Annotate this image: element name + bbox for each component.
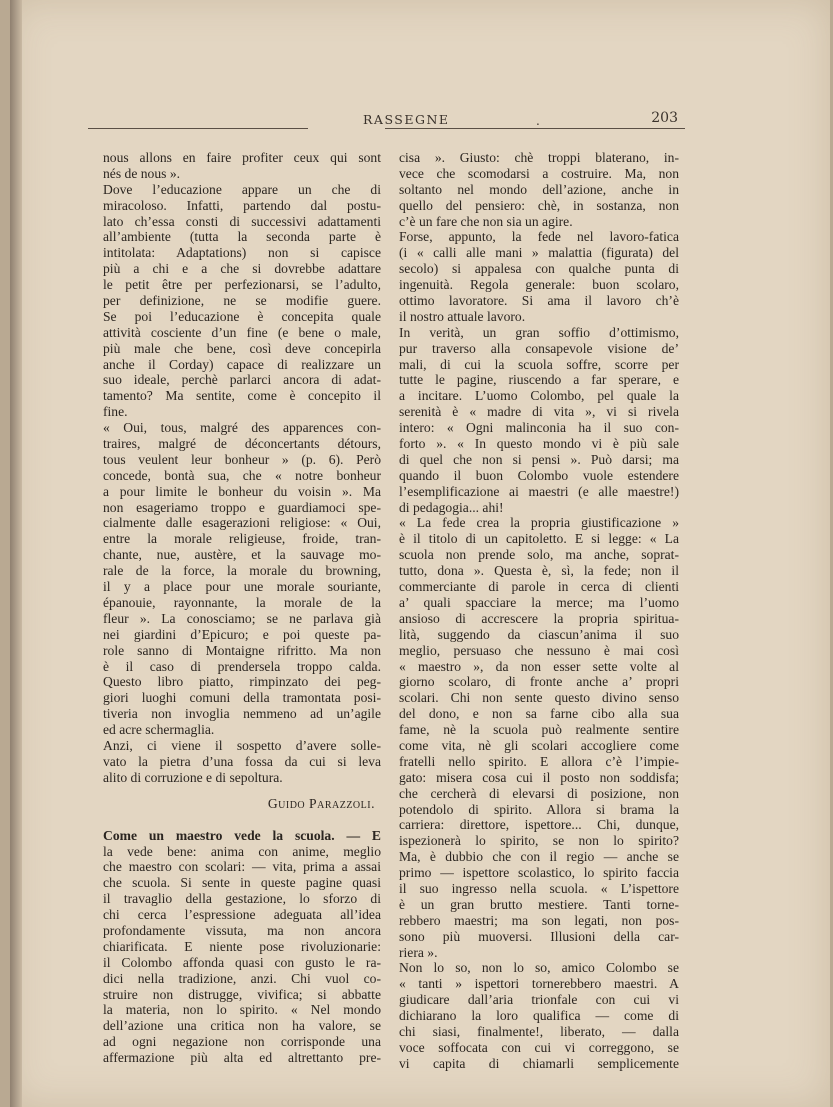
text-line: suo ideale, perchè parlarci ancora di adat- (103, 372, 381, 388)
text-line: tous veulent leur bonheur » (p. 6). Però (103, 451, 381, 467)
text-line: Ma, è dubbio che con il regio — anche se (399, 849, 679, 865)
text-line: nous allons en faire profiter ceux qui sont (103, 150, 381, 165)
text-line: soltanto nel mondo dell’azione, anche in (399, 181, 679, 197)
text-line: la materia, non lo spirito. « Nel mondo (103, 1002, 381, 1018)
text-line: « tanti » ispettori tornerebbero maestri. A (399, 976, 679, 992)
section-title: RASSEGNE (363, 112, 450, 127)
text-line: Come un maestro vede la scuola. — E (103, 827, 381, 843)
text-line: a incitare. L’uomo Colombo, pel quale la (399, 388, 679, 404)
text-line: dell’azione una critica non ha valore, se (103, 1018, 381, 1034)
text-line: giudicare dall’aria trionfale con cui vi (399, 992, 679, 1008)
text-line: fratelli nello spirito. E allora c’è l’impie- (399, 753, 679, 769)
header-rule-right (385, 128, 685, 129)
text-line: è un gran brutto mestiere. Tanti torne- (399, 896, 679, 912)
page (10, 0, 830, 1107)
text-line: di pedagogia... ahi! (399, 499, 504, 515)
text-line: mali, di cui la scuola soffre, scorre per (399, 356, 679, 372)
text-line: carriera: direttore, ispettore... Chi, dunque, (399, 817, 679, 833)
text-line: il travaglio della gestazione, lo sforzo di (103, 891, 381, 907)
text-line: concede, bontà sua, che « notre bonheur (103, 467, 381, 483)
text-line: potendolo di spirito. Allora si brama la (399, 801, 679, 817)
text-line: nés de nous ». (103, 165, 181, 181)
text-line: vece che scomodarsi a costruire. Ma, non (399, 165, 679, 181)
text-line: che scuola. Si sente in queste pagine quasi (103, 875, 381, 891)
text-line: fine. (103, 404, 128, 420)
text-line: non esageriamo troppo e guardiamoci spe- (103, 499, 381, 515)
text-line: « La fede crea la propria giustificazione » (399, 515, 679, 531)
text-line: ed acre schermaglia. (103, 722, 215, 738)
text-line: miracoloso. Infatti, partendo dal postu- (103, 197, 381, 213)
text-line: dici nella tradizione, anzi. Chi vuol co- (103, 970, 381, 986)
text-line: nei giardini d’Epicuro; e poi queste pa- (103, 626, 381, 642)
text-line: l’esemplificazione ai maestri (e alle maestre!) (399, 483, 679, 499)
text-line: ispezionerà lo spirito, se non lo spirito? (399, 833, 679, 849)
text-line: le petit être per perfezionarsi, se l’adulto, (103, 277, 381, 293)
text-line: primo — ispettore scolastico, lo spirito faccia (399, 865, 679, 881)
author-signature: Guido Parazzoli. (267, 795, 375, 811)
text-line: c’è un fare che non sia un agire. (399, 213, 573, 229)
text-line: del dono, e non sa farne cibo alla sua (399, 706, 679, 722)
text-line: è il caso di prendersela troppo calda. (103, 658, 381, 674)
text-line: che cercherà di elevarsi di posizione, non (399, 785, 679, 801)
text-line: affermazione più alta ed altrettanto pre- (103, 1050, 381, 1066)
text-line: di quel che non si pensi ». Può darsi; ma (399, 451, 679, 467)
text-line: chiarificata. E niente pose rivoluzionarie: (103, 938, 381, 954)
header-dot: . (536, 114, 540, 128)
text-line: che maestro con scolari: — vita, prima a assai (103, 859, 381, 875)
text-line: intitolata: Adaptations) non si capisce (103, 245, 381, 261)
text-line: Forse, appunto, la fede nel lavoro-fatica (399, 229, 679, 245)
text-line: per definizione, ne se modifie guere. (103, 293, 381, 309)
text-line: secolo) si appalesa con qualche punta di (399, 261, 679, 277)
text-line: « Oui, tous, malgré des apparences con- (103, 420, 381, 436)
text-line: il nostro attuale lavoro. (399, 308, 526, 324)
text-line: il suo ingresso nella scuola. « L’ispettore (399, 880, 679, 896)
header-rule-left (88, 128, 308, 129)
text-line: Dove l’educazione appare un che di (103, 181, 381, 197)
text-line: il y a place pour une morale souriante, (103, 579, 381, 595)
text-line: anche il Corday) capace di realizzare un (103, 356, 381, 372)
text-line: scolari. Chi non sente questo divino senso (399, 690, 679, 706)
text-line: sono più muoversi. Illusioni della car- (399, 928, 679, 944)
text-line: quello del pensiero: chè, in sostanza, non (399, 197, 679, 213)
text-line: (i « calli alle mani » malattia (figurata) del (399, 245, 679, 261)
text-line: intero: « Ogni malinconia ha il suo con- (399, 420, 679, 436)
text-line: role sanno di Montaigne rifritto. Ma non (103, 642, 381, 658)
text-line: chante, nue, austère, et la sauvage mo- (103, 547, 381, 563)
text-line: chi siasi, finalmente!, liberato, — dalla (399, 1023, 679, 1039)
text-line: traires, malgré de déconcertants détours, (103, 436, 381, 452)
text-line: cialmente dalle esagerazioni religiose: « Oui, (103, 515, 381, 531)
text-line: « maestro », da non esser sette volte al (399, 658, 679, 674)
text-line: ad ogni negazione non corrisponde una (103, 1034, 381, 1050)
text-line: tutte le pagine, riuscendo a far sperare, e (399, 372, 679, 388)
text-line: lato ch’essa consti di successivi adattamenti (103, 213, 381, 229)
text-line: a pour limite le bonheur du voisin ». Ma (103, 483, 381, 499)
text-line: tamento? Ma sentite, come è concepito il (103, 388, 381, 404)
text-line: serenità è « madre di vita », vi si rivela (399, 404, 679, 420)
text-line: pur traverso alla consapevole visione de’ (399, 340, 679, 356)
text-line: rale de la force, la morale du browning, (103, 563, 381, 579)
text-line: profondamente vissuta, ma non ancora (103, 922, 381, 938)
text-line: più male che bene, così deve concepirla (103, 340, 381, 356)
text-line: è il titolo di un capitoletto. E si legge: « La (399, 531, 679, 547)
text-line: ansioso di accrescere la propria spiritua- (399, 610, 679, 626)
text-line: giorno scolaro, di fronte anche a’ propri (399, 674, 679, 690)
text-line: fame, nè la scuola può realmente sentire (399, 722, 679, 738)
text-line: alito di corruzione e di sepoltura. (103, 769, 283, 785)
spacer (103, 786, 381, 796)
text-line: épanouie, rayonnante, la morale de la (103, 594, 381, 610)
spacer (103, 814, 381, 828)
text-line: Se poi l’educazione è concepita quale (103, 308, 381, 324)
text-line: struire non distrugge, vivifica; si abbatte (103, 986, 381, 1002)
text-line: giori luoghi comuni della tramontata posi- (103, 690, 381, 706)
text-line: Anzi, ci viene il sospetto d’avere solle- (103, 737, 381, 753)
text-line: commerciante di parole in cerca di clienti (399, 579, 679, 595)
text-line: forto ». « In questo mondo vi è più sale (399, 436, 679, 452)
text-line: più a chi e a che si dovrebbe adattare (103, 261, 381, 277)
text-line: cisa ». Giusto: chè troppi blaterano, in- (399, 150, 679, 165)
text-line: attività cosciente d’un fine (e bene o male, (103, 324, 381, 340)
text-line: tiveria non invoglia nemmeno ad un’agile (103, 706, 381, 722)
text-line: rebbero maestri; ma son legati, non pos- (399, 912, 679, 928)
text-line: meglio, persuaso che nessuno è mai così (399, 642, 679, 658)
text-line: dichiarano la loro qualifica — come di (399, 1008, 679, 1024)
text-line: chi cerca l’espressione adeguata all’idea (103, 907, 381, 923)
text-line: Questo libro piatto, rimpinzato dei peg- (103, 674, 381, 690)
right-column (399, 150, 679, 1072)
text-line: vi capita di chiamarli semplicemente (399, 1055, 679, 1071)
text-line: la vede bene: anima con anime, meglio (103, 843, 381, 859)
text-line: gato: misera cosa cui il posto non soddisfa; (399, 769, 679, 785)
text-line: ingenuità. Regola generale: buon scolaro, (399, 277, 679, 293)
text-line: vato la pietra d’una fossa da cui si leva (103, 753, 381, 769)
text-line: Non lo so, non lo so, amico Colombo se (399, 960, 679, 976)
text-line: entre la morale religieuse, froide, tran- (103, 531, 381, 547)
binding-edge (10, 0, 22, 1107)
text-line: come vita, nè gli scolari accogliere come (399, 737, 679, 753)
text-line: fleur ». La conosciamo; se ne parlava già (103, 610, 381, 626)
text-line: ottimo lavoratore. Si ama il lavoro ch’è (399, 293, 679, 309)
text-line: In verità, un gran soffio d’ottimismo, (399, 324, 679, 340)
text-line: a’ quali spacciare la merce; ma l’uomo (399, 594, 679, 610)
text-line: tutto, dona ». Questa è, sì, la fede; non il (399, 563, 679, 579)
text-line: il Colombo affonda quasi con gusto le ra- (103, 954, 381, 970)
text-line: lità, suggendo da ciascun’anima il suo (399, 626, 679, 642)
text-line: scuola non prende solo, ma anche, soprat- (399, 547, 679, 563)
text-line: riera ». (399, 944, 438, 960)
text-line: quando il buon Colombo vuole estendere (399, 467, 679, 483)
text-line: all’ambiente (tutta la seconda parte è (103, 229, 381, 245)
text-line: voce soffocata con cui vi correggono, se (399, 1039, 679, 1055)
page-number: 203 (651, 110, 678, 126)
left-column (103, 150, 381, 1066)
